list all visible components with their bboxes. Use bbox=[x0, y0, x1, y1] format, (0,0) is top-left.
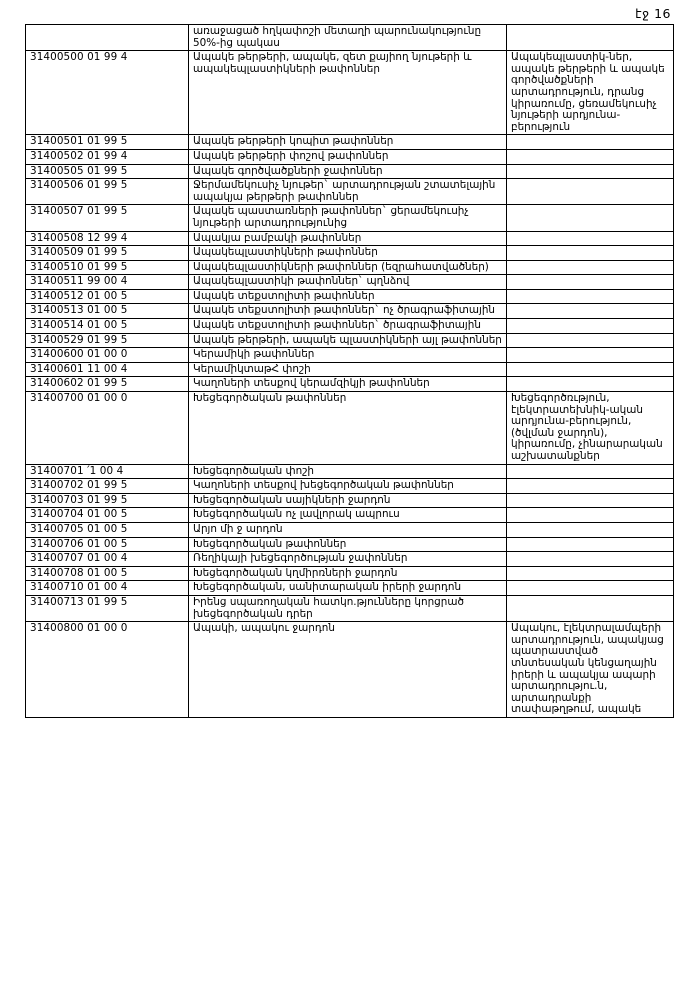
cell-code: 31400501 01 99 5 bbox=[26, 135, 189, 150]
table-row bbox=[26, 260, 674, 275]
cell-code: 31400514 01 00 5 bbox=[26, 319, 189, 334]
cell-code: 31400505 01 99 5 bbox=[26, 164, 189, 179]
table-row bbox=[26, 479, 674, 494]
cell-code: 31400502 01 99 4 bbox=[26, 149, 189, 164]
page-number-label: էջ 16 bbox=[635, 6, 671, 21]
cell-note: Խեցեգործռւթյուն, էլեկտրատեխնիկ-ական արդյունա-բերություն, (ծվլման ջարդոն), կիրառումը, չինարարական աշխատանքներ bbox=[507, 392, 674, 465]
cell-name: Խեցեգործական, սանիտարական իրերի ջարդոն bbox=[189, 581, 507, 596]
cell-code: 31400507 01 99 5 bbox=[26, 205, 189, 231]
table-row bbox=[26, 149, 674, 164]
table-row bbox=[26, 319, 674, 334]
cell-code: 31400705 01 00 5 bbox=[26, 522, 189, 537]
cell-note bbox=[507, 149, 674, 164]
cell-note bbox=[507, 348, 674, 363]
cell-note bbox=[507, 595, 674, 621]
table-row bbox=[26, 493, 674, 508]
table-row bbox=[26, 464, 674, 479]
waste-classification-table bbox=[25, 24, 674, 718]
cell-name: Ապակե պաստառների թափոններ` ցերամեկուսիչ նյութերի արտադրությունից bbox=[189, 205, 507, 231]
cell-code: 31400512 01 00 5 bbox=[26, 289, 189, 304]
cell-name: ԿերամիկտաթՀ փոշի bbox=[189, 362, 507, 377]
cell-name: Իրենց սպառողական հատկո.թյունները կորցրած խեցեգործական դրեր bbox=[189, 595, 507, 621]
table-row bbox=[26, 552, 674, 567]
cell-name: Ապակյա բամբակի թափոններ bbox=[189, 231, 507, 246]
cell-name: Ապակե տեքստոլիտի թափոններ` ոչ ծրագրաֆիտային bbox=[189, 304, 507, 319]
cell-code: 31400708 01 00 5 bbox=[26, 566, 189, 581]
table-row bbox=[26, 508, 674, 523]
cell-note bbox=[507, 537, 674, 552]
cell-note bbox=[507, 25, 674, 51]
cell-name: Ապակեպլաստիկների թափոններ (եզրահատվածներ) bbox=[189, 260, 507, 275]
cell-code: 31400601 11 00 4 bbox=[26, 362, 189, 377]
cell-code: 31400703 01 99 5 bbox=[26, 493, 189, 508]
cell-code: 31400800 01 00 0 bbox=[26, 622, 189, 718]
table-row bbox=[26, 246, 674, 261]
cell-code: 31400529 01 99 5 bbox=[26, 333, 189, 348]
table-row bbox=[26, 377, 674, 392]
cell-name: Ջերմամեկուսիչ նյութեր` արտադրության շտատելային ապակյա թերթերի թափոններ bbox=[189, 179, 507, 205]
cell-name: Խեցեգործական փոշի bbox=[189, 464, 507, 479]
cell-note: Ապակեպլաստիկ-ներ, ապակե թերթերի և ապակե գործվածքների արտադրություն, դրանց կիրառումը, ցեռամեկուսիչ նյութերի արդյունա-բերություն bbox=[507, 51, 674, 135]
table-row bbox=[26, 179, 674, 205]
cell-name: Ապակե տեքստոլիտի թափոններ bbox=[189, 289, 507, 304]
table-row bbox=[26, 348, 674, 363]
table-row bbox=[26, 304, 674, 319]
cell-code: 31400508 12 99 4 bbox=[26, 231, 189, 246]
table-row bbox=[26, 51, 674, 135]
cell-name: Ռեղիկայի խեցեգործության ջափոններ bbox=[189, 552, 507, 567]
table-row bbox=[26, 537, 674, 552]
table-row bbox=[26, 25, 674, 51]
cell-note bbox=[507, 522, 674, 537]
table-row bbox=[26, 164, 674, 179]
table-row bbox=[26, 333, 674, 348]
table-row bbox=[26, 289, 674, 304]
cell-code: 31400701 ՛1 00 4 bbox=[26, 464, 189, 479]
table-row bbox=[26, 135, 674, 150]
cell-code: 31400510 01 99 5 bbox=[26, 260, 189, 275]
cell-code bbox=[26, 25, 189, 51]
cell-note bbox=[507, 275, 674, 290]
cell-note bbox=[507, 246, 674, 261]
cell-note bbox=[507, 135, 674, 150]
cell-note bbox=[507, 304, 674, 319]
cell-note bbox=[507, 179, 674, 205]
cell-code: 31400713 01 99 5 bbox=[26, 595, 189, 621]
cell-name: Խեցեգործական թափոններ bbox=[189, 392, 507, 465]
cell-note bbox=[507, 319, 674, 334]
cell-code: 31400706 01 00 5 bbox=[26, 537, 189, 552]
table-row bbox=[26, 231, 674, 246]
cell-name: Ապակե թերթերի, ապակե պլաստիկների այլ թափոններ bbox=[189, 333, 507, 348]
cell-name: Կաղոների տեսքով կերամզիկյի թափոններ bbox=[189, 377, 507, 392]
cell-note bbox=[507, 377, 674, 392]
cell-name: Արյո մի ջ արդոն bbox=[189, 522, 507, 537]
cell-name: Ապակե թերթերի, ապակե, զետ քայիող նյութերի և ապակեպլաստիկների թափոններ bbox=[189, 51, 507, 135]
cell-name: Ապակե թերթերի փոշով թափոններ bbox=[189, 149, 507, 164]
cell-name: առաջացած հղկափոշի մետաղի պարունակությունը 50%-ից պակաս bbox=[189, 25, 507, 51]
cell-note bbox=[507, 260, 674, 275]
cell-note bbox=[507, 231, 674, 246]
cell-code: 31400506 01 99 5 bbox=[26, 179, 189, 205]
table-body bbox=[26, 25, 674, 718]
cell-name: Ապակե գործվածքների ջափոններ bbox=[189, 164, 507, 179]
cell-note bbox=[507, 333, 674, 348]
cell-code: 31400511 99 00 4 bbox=[26, 275, 189, 290]
cell-note bbox=[507, 479, 674, 494]
cell-name: Ապակե տեքստոլիտի թափոններ` ծրագրաֆիտային bbox=[189, 319, 507, 334]
table-row bbox=[26, 275, 674, 290]
cell-note bbox=[507, 508, 674, 523]
cell-note: Ապակու, էլեկտրալամպերի արտադրություն, ապակյաց պատրաստված տնտեսական կենցաղային իրերի և ապակյա ապարի արտադրությու.ն, արտադրանքի տափաթղթում, ապակե bbox=[507, 622, 674, 718]
cell-code: 31400704 01 00 5 bbox=[26, 508, 189, 523]
table-row bbox=[26, 595, 674, 621]
cell-code: 31400710 01 00 4 bbox=[26, 581, 189, 596]
cell-name: Ապակեպլաստիկի թափոններ` պղնձով bbox=[189, 275, 507, 290]
cell-name: Ապակե թերթերի կոպիտ թափոններ bbox=[189, 135, 507, 150]
cell-note bbox=[507, 289, 674, 304]
cell-note bbox=[507, 464, 674, 479]
cell-name: Խեցեգործական թափոններ bbox=[189, 537, 507, 552]
cell-code: 31400702 01 99 5 bbox=[26, 479, 189, 494]
cell-code: 31400600 01 00 0 bbox=[26, 348, 189, 363]
cell-name: Խեցեգործական ոչ լավլորակ ապրուս bbox=[189, 508, 507, 523]
table-row bbox=[26, 581, 674, 596]
table-row bbox=[26, 566, 674, 581]
cell-note bbox=[507, 493, 674, 508]
cell-note bbox=[507, 566, 674, 581]
cell-code: 31400700 01 00 0 bbox=[26, 392, 189, 465]
table-row bbox=[26, 392, 674, 465]
table-row bbox=[26, 522, 674, 537]
table-row bbox=[26, 622, 674, 718]
cell-name: Խեցեգործական սայիկների ջարդոն bbox=[189, 493, 507, 508]
cell-code: 31400500 01 99 4 bbox=[26, 51, 189, 135]
cell-code: 31400707 01 00 4 bbox=[26, 552, 189, 567]
cell-name: Կաղոների տեսքով խեցեգործական թափոններ bbox=[189, 479, 507, 494]
cell-name: Ապակի, ապակու ջարդոն bbox=[189, 622, 507, 718]
table-row bbox=[26, 362, 674, 377]
cell-note bbox=[507, 362, 674, 377]
cell-note bbox=[507, 164, 674, 179]
table-row bbox=[26, 205, 674, 231]
cell-note bbox=[507, 205, 674, 231]
cell-note bbox=[507, 581, 674, 596]
cell-code: 31400509 01 99 5 bbox=[26, 246, 189, 261]
cell-note bbox=[507, 552, 674, 567]
cell-code: 31400513 01 00 5 bbox=[26, 304, 189, 319]
cell-name: Խեցեգործական կղմիրռների ջարդոն bbox=[189, 566, 507, 581]
cell-name: Ապակեպլաստիկների թափոններ bbox=[189, 246, 507, 261]
cell-code: 31400602 01 99 5 bbox=[26, 377, 189, 392]
cell-name: Կերամիկի թափոններ bbox=[189, 348, 507, 363]
